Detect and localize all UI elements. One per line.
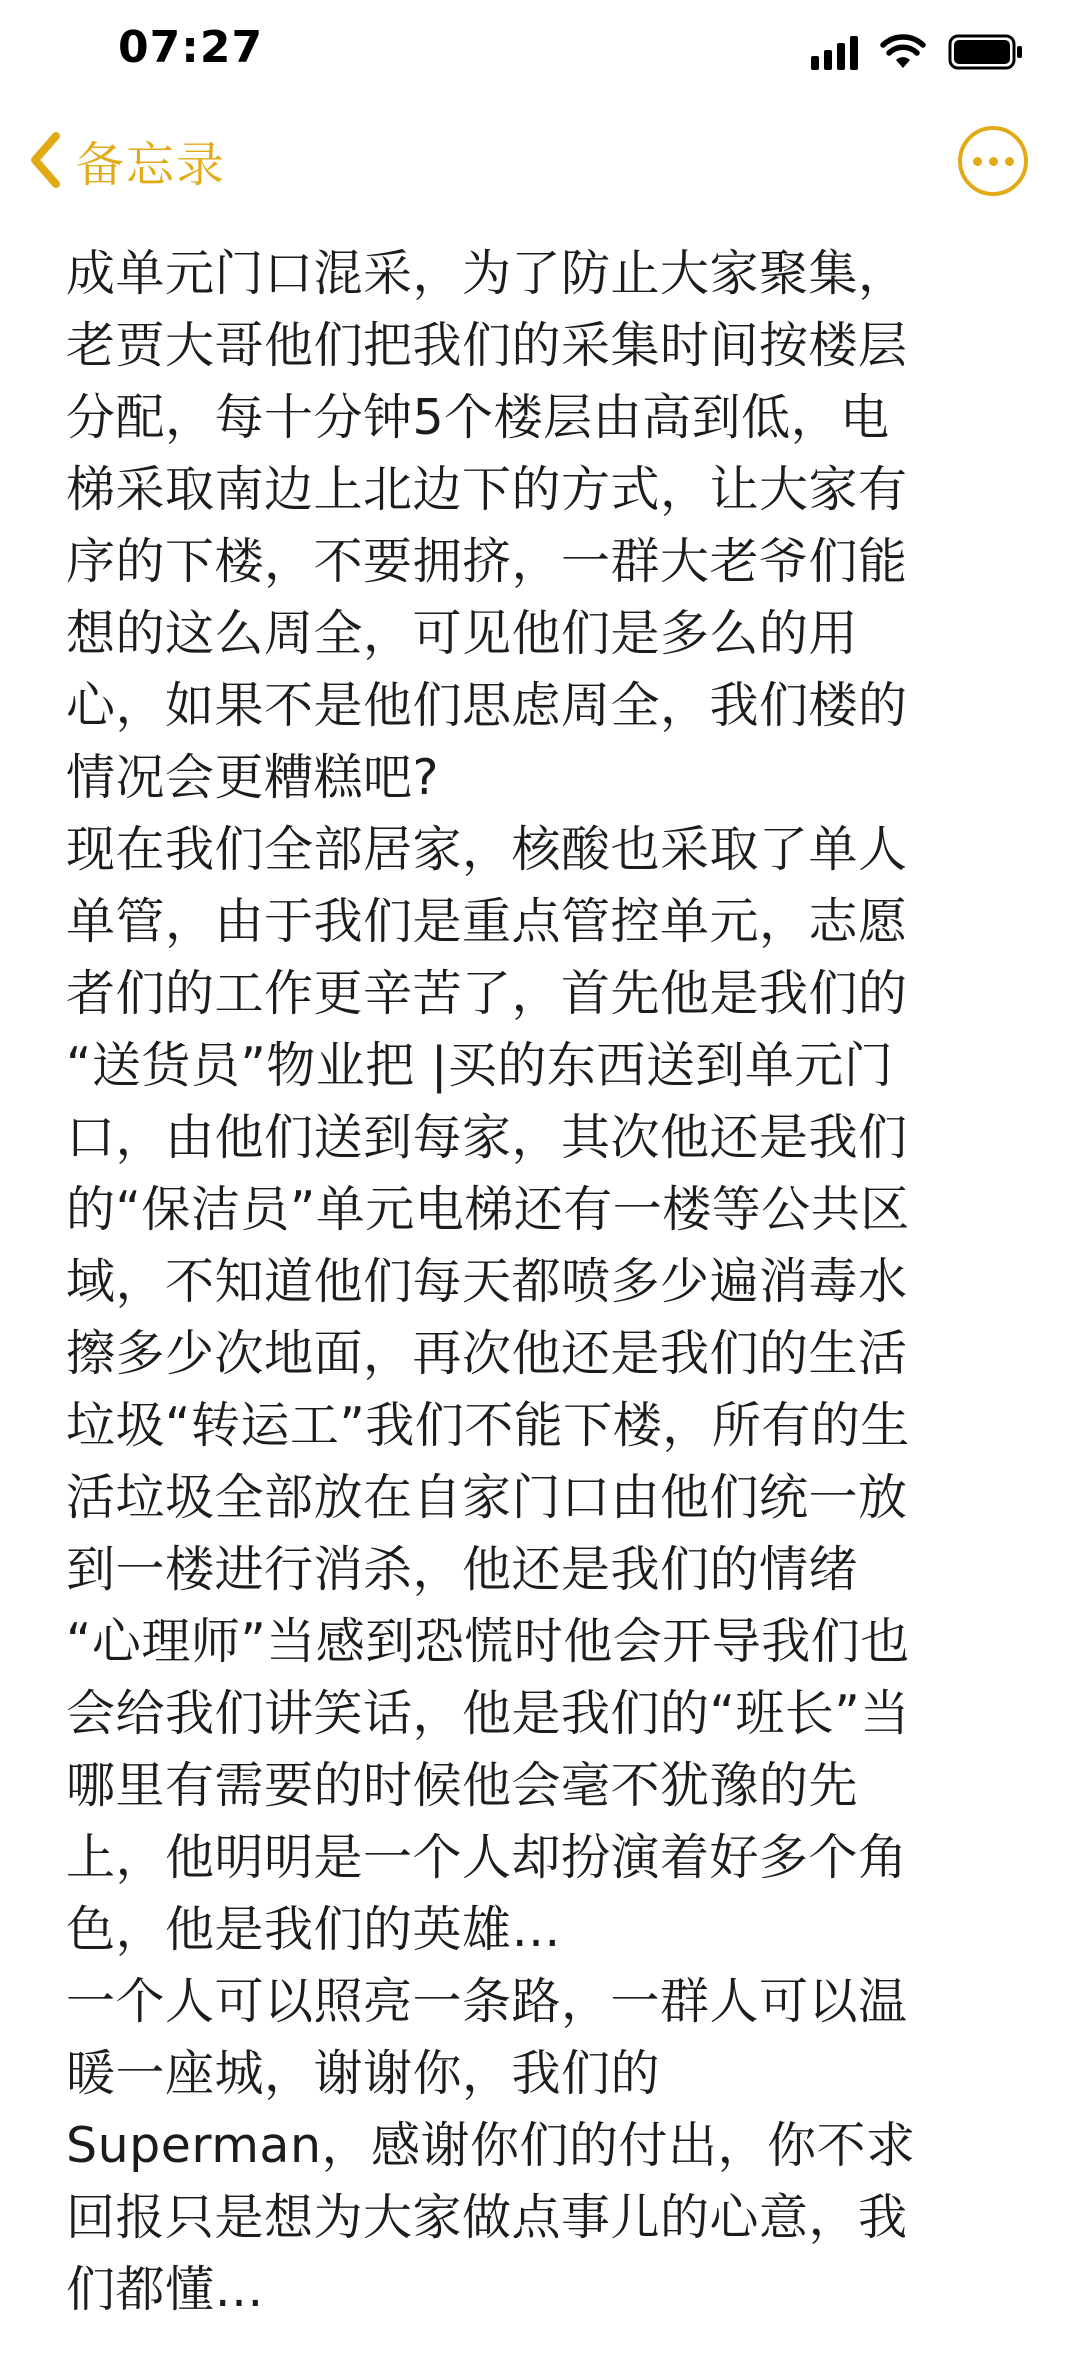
note-line: 回报只是想为大家做点事儿的心意，我 [66,2189,908,2246]
note-line: 哪里有需要的时候他会毫不犹豫的先 [66,1757,859,1814]
note-line: 上，他明明是一个人却扮演着好多个角 [66,1829,908,1886]
note-line: 活垃圾全部放在自家门口由他们统一放 [66,1469,908,1526]
ellipsis-circle-icon[interactable] [958,126,1028,196]
note-line: 口，由他们送到每家，其次他还是我们 [66,1109,908,1166]
status-icons [811,32,1024,72]
note-line: 垃圾“转运工”我们不能下楼，所有的生 [66,1397,910,1454]
note-line: 色，他是我们的英雄… [66,1901,562,1958]
note-line: 暖一座城，谢谢你，我们的 [66,2045,661,2102]
back-label: 备忘录 [76,136,227,193]
note-line: 梯采取南边上北边下的方式，让大家有 [66,461,908,518]
note-line: 分配，每十分钟5个楼层由高到低，电 [66,389,890,446]
status-bar [0,0,1080,110]
nav-bar [0,110,1080,210]
note-line: Superman，感谢你们的付出，你不求 [66,2117,916,2174]
note-line: 情况会更糟糕吧? [66,749,440,806]
note-line: 心，如果不是他们思虑周全，我们楼的 [66,677,908,734]
chevron-left-icon [28,131,62,189]
note-line: 一个人可以照亮一条路，一群人可以温 [66,1973,908,2030]
note-line: 想的这么周全，可见他们是多么的用 [66,605,859,662]
battery-icon [948,34,1024,70]
note-line: “心理师”当感到恐慌时他会开导我们也 [66,1613,910,1670]
note-line: 到一楼进行消杀，他还是我们的情绪 [66,1541,859,1598]
note-line: 老贾大哥他们把我们的采集时间按楼层 [66,317,908,374]
note-line: 擦多少次地面，再次他还是我们的生活 [66,1325,908,1382]
note-line: 的“保洁员”单元电梯还有一楼等公共区 [66,1181,910,1238]
note-line: 域，不知道他们每天都喷多少遍消毒水 [66,1253,908,1310]
note-line: 现在我们全部居家，核酸也采取了单人 [66,821,908,878]
note-line: 序的下楼，不要拥挤，一群大老爷们能 [66,533,908,590]
note-line: “送货员”物业把 |买的东西送到单元门 [66,1037,894,1094]
back-button[interactable] [28,124,226,196]
note-line: 单管，由于我们是重点管控单元，志愿 [66,893,908,950]
note-line: 会给我们讲笑话，他是我们的“班长”当 [66,1685,910,1742]
note-body[interactable] [66,238,1006,2326]
note-line: 者们的工作更辛苦了，首先他是我们的 [66,965,908,1022]
wifi-icon [880,34,926,70]
status-time: 07:27 [118,22,264,73]
note-line: 们都懂… [66,2261,265,2318]
note-line: 成单元门口混采，为了防止大家聚集， [66,245,908,302]
signal-icon [811,34,858,70]
